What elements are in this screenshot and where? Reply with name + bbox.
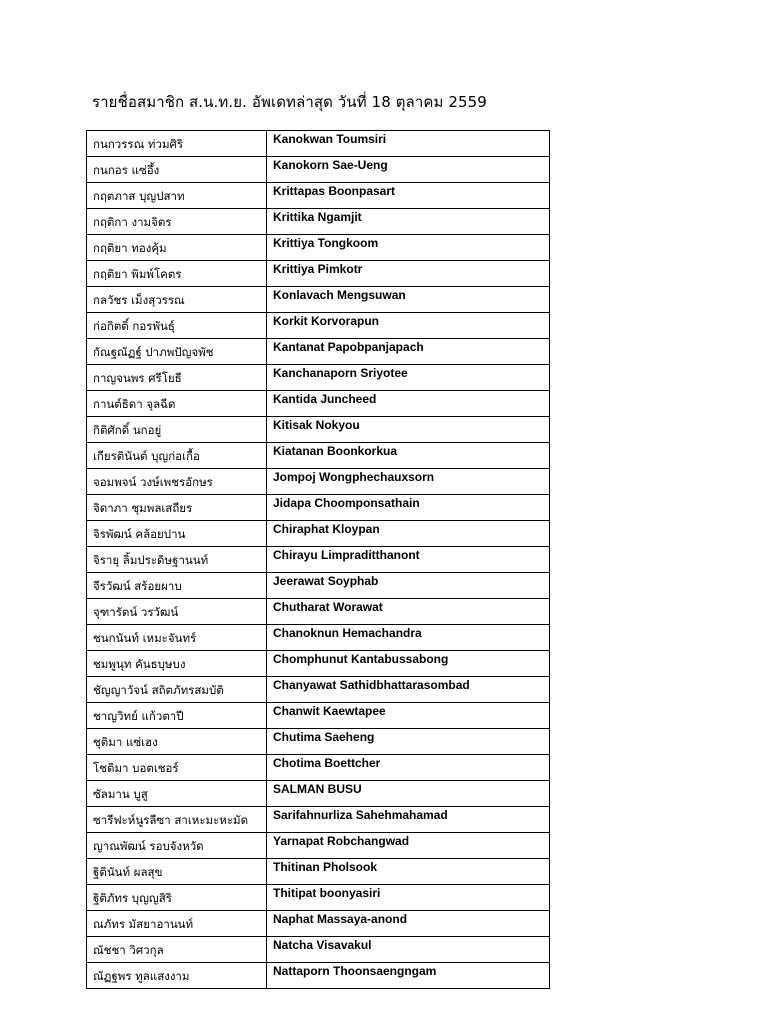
member-thai-name: ก่อกิตติ์ กอรพันธุ์	[87, 313, 267, 339]
member-english-name: Sarifahnurliza Sahehmahamad	[267, 807, 550, 833]
table-row	[87, 287, 550, 313]
member-thai-name: เกียรตินันต์ บุญก่อเกื้อ	[87, 443, 267, 469]
member-english-name: Chanwit Kaewtapee	[267, 703, 550, 729]
table-row	[87, 209, 550, 235]
member-english-name: SALMAN BUSU	[267, 781, 550, 807]
member-thai-name: ชนกนันท์ เหมะจันทร์	[87, 625, 267, 651]
table-row	[87, 677, 550, 703]
member-english-name: Yarnapat Robchangwad	[267, 833, 550, 859]
member-english-name: Krittapas Boonpasart	[267, 183, 550, 209]
member-english-name: Kanokorn Sae-Ueng	[267, 157, 550, 183]
table-row	[87, 625, 550, 651]
member-english-name: Chutharat Worawat	[267, 599, 550, 625]
table-row	[87, 547, 550, 573]
member-thai-name: กิติศักดิ์ นกอยู่	[87, 417, 267, 443]
page-title: รายชื่อสมาชิก ส.น.ท.ย. อัพเดทล่าสุด วันที่ 18 ตุลาคม 2559	[92, 93, 487, 111]
member-english-name: Krittika Ngamjit	[267, 209, 550, 235]
member-thai-name: ซัลมาน บูสู	[87, 781, 267, 807]
member-thai-name: จีรวัฒน์ สร้อยผาบ	[87, 573, 267, 599]
member-english-name: Kiatanan Boonkorkua	[267, 443, 550, 469]
member-english-name: Chotima Boettcher	[267, 755, 550, 781]
table-row	[87, 703, 550, 729]
table-row	[87, 157, 550, 183]
member-thai-name: จิรายุ ลิ้มประดิษฐานนท์	[87, 547, 267, 573]
member-thai-name: จิดาภา ชุมพลเสถียร	[87, 495, 267, 521]
table-row	[87, 521, 550, 547]
member-english-name: Chanoknun Hemachandra	[267, 625, 550, 651]
member-english-name: Naphat Massaya-anond	[267, 911, 550, 937]
member-thai-name: ฐิติภัทร บุญญสิริ	[87, 885, 267, 911]
member-thai-name: ณัชชา วิศวกุล	[87, 937, 267, 963]
table-row	[87, 313, 550, 339]
table-row	[87, 235, 550, 261]
table-row	[87, 417, 550, 443]
member-english-name: Jompoj Wongphechauxsorn	[267, 469, 550, 495]
members-table	[86, 130, 550, 989]
member-thai-name: ชาญวิทย์ แก้วตาปี	[87, 703, 267, 729]
member-thai-name: ชุติมา แซ่เฮง	[87, 729, 267, 755]
member-thai-name: กฤติยา ทองคุ้ม	[87, 235, 267, 261]
table-row	[87, 911, 550, 937]
member-english-name: Natcha Visavakul	[267, 937, 550, 963]
member-english-name: Thitinan Pholsook	[267, 859, 550, 885]
table-row	[87, 807, 550, 833]
member-thai-name: จุฑารัตน์ วรวัฒน์	[87, 599, 267, 625]
member-thai-name: ซารีฟะห์นูรลีซา สาเหะมะหะมัด	[87, 807, 267, 833]
member-english-name: Konlavach Mengsuwan	[267, 287, 550, 313]
member-thai-name: จอมพจน์ วงษ์เพชรอักษร	[87, 469, 267, 495]
member-english-name: Kantida Juncheed	[267, 391, 550, 417]
table-row	[87, 885, 550, 911]
member-english-name: Chiraphat Kloypan	[267, 521, 550, 547]
member-english-name: Chanyawat Sathidbhattarasombad	[267, 677, 550, 703]
table-row	[87, 651, 550, 677]
table-row	[87, 963, 550, 989]
member-thai-name: กฤตภาส บุญปสาท	[87, 183, 267, 209]
member-thai-name: ณภัทร มัสยาอานนท์	[87, 911, 267, 937]
members-table-body	[87, 131, 550, 989]
member-thai-name: ชมพูนุท คันธบุษบง	[87, 651, 267, 677]
member-thai-name: กนกวรรณ ท่วมศิริ	[87, 131, 267, 157]
member-english-name: Thitipat boonyasiri	[267, 885, 550, 911]
table-row	[87, 443, 550, 469]
member-thai-name: กานต์ธิดา จุลฉีด	[87, 391, 267, 417]
member-thai-name: ณัฏฐพร ทูลแสงงาม	[87, 963, 267, 989]
member-english-name: Nattaporn Thoonsaengngam	[267, 963, 550, 989]
table-row	[87, 365, 550, 391]
member-thai-name: ฐิตินันท์ ผลสุข	[87, 859, 267, 885]
table-row	[87, 573, 550, 599]
member-english-name: Chutima Saeheng	[267, 729, 550, 755]
member-english-name: Chirayu Limpraditthanont	[267, 547, 550, 573]
table-row	[87, 599, 550, 625]
member-thai-name: กาญจนพร ศรีโยธี	[87, 365, 267, 391]
member-english-name: Kitisak Nokyou	[267, 417, 550, 443]
table-row	[87, 781, 550, 807]
table-row	[87, 339, 550, 365]
table-row	[87, 833, 550, 859]
table-row	[87, 261, 550, 287]
table-row	[87, 469, 550, 495]
member-thai-name: ชัญญาวัจน์ สถิตภัทรสมบัติ	[87, 677, 267, 703]
table-row	[87, 937, 550, 963]
table-row	[87, 729, 550, 755]
table-row	[87, 183, 550, 209]
member-english-name: Krittiya Pimkotr	[267, 261, 550, 287]
table-row	[87, 495, 550, 521]
table-row	[87, 859, 550, 885]
member-english-name: Jidapa Choomponsathain	[267, 495, 550, 521]
member-thai-name: จิรพัฒน์ คล้อยปาน	[87, 521, 267, 547]
member-english-name: Krittiya Tongkoom	[267, 235, 550, 261]
member-english-name: Kanchanaporn Sriyotee	[267, 365, 550, 391]
member-english-name: Korkit Korvorapun	[267, 313, 550, 339]
member-english-name: Kanokwan Toumsiri	[267, 131, 550, 157]
member-thai-name: กนกอร แซ่อึ้ง	[87, 157, 267, 183]
table-row	[87, 755, 550, 781]
member-english-name: Chomphunut Kantabussabong	[267, 651, 550, 677]
member-thai-name: ญาณพัฒน์ รอบจังหวัด	[87, 833, 267, 859]
member-thai-name: โชติมา บอตเชอร์	[87, 755, 267, 781]
member-english-name: Jeerawat Soyphab	[267, 573, 550, 599]
member-thai-name: กัณฐณัฏฐ์ ปาภพปัญจพัช	[87, 339, 267, 365]
member-thai-name: กฤติยา พิมพ์โคตร	[87, 261, 267, 287]
table-row	[87, 391, 550, 417]
table-row	[87, 131, 550, 157]
member-english-name: Kantanat Papobpanjapach	[267, 339, 550, 365]
member-thai-name: กฤติกา งามจิตร	[87, 209, 267, 235]
member-thai-name: กลวัชร เม็งสุวรรณ	[87, 287, 267, 313]
